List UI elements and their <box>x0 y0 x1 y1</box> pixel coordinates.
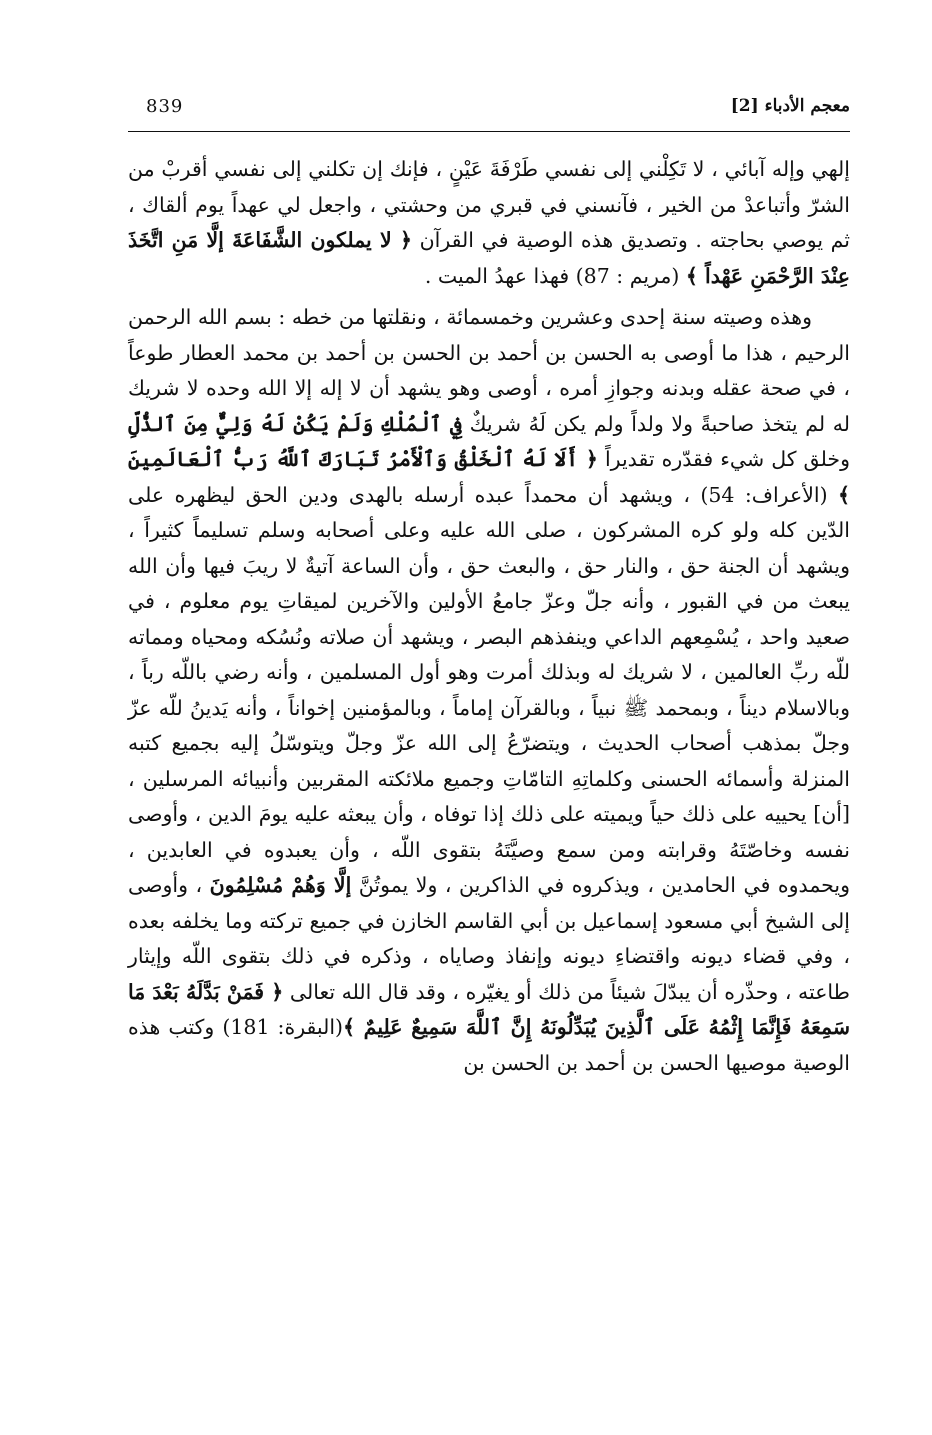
page-header <box>128 92 850 132</box>
quran-verse: ﴿ فَمَنْ بَدَّلَهُ بَعْدَ مَا سَمِعَهُ فَإِنَّمَا إِثْمُهُ عَلَى ٱلَّذِينَ يُبَدِّلُونَهُ إِنَّ ٱللَّهَ سَمِيعٌ عَلِيمٌ ﴾ <box>128 979 850 1039</box>
text-segment: وهذه وصيته سنة إحدى وعشرين وخمسمائة ، ونقلتها من خطه : بسم الله الرحمن الرحيم ، هذا ما أوصى به الحسن بن أحمد بن الحسن بن أحمد بن محمد العطار طوعاً ، في صحة عقله وبدنه وجوازِ أمره ، أوصى وهو يشهد أن لا إله إلا الله وحده لا شريك له لم يتخذ صاحبةً ولا ولداً ولم يكن لَهُ شريكٌ <box>128 305 851 436</box>
text-segment: (البقرة: 181) وكتب هذه الوصية موصيها الحسن بن أحمد بن الحسن بن <box>128 1015 850 1075</box>
quran-verse: فِي ٱلْمُلْكِ وَلَمْ يَكُنْ لَهُ وَلِيٌّ مِنَ ٱلذُّلِّ <box>128 411 462 436</box>
header-rule <box>128 131 850 132</box>
text-segment: وخلق كل شيء فقدّره تقديراً <box>597 447 851 471</box>
body-text <box>128 152 850 1081</box>
text-segment: (الأعراف: 54) ، ويشهد أن محمداً عبده أرسله بالهدى ودين الحق ليظهره على الدّين كله ولو كره المشركون ، صلى الله عليه وعلى أصحابه وسلم تسليماً كثيراً ، ويشهد أن الجنة حق ، والنار حق ، والبعث حق ، وأن الساعة آتيةٌ لا ريبَ فيها وأن الله يبعث من في القبور ، وأنه جلّ وعزّ جامعُ الأولين والآخرين لميقاتِ يوم معلوم ، في صعيد واحد ، يُسْمِعهم الداعي وينفذهم البصر ، ويشهد أن صلاته ونُسُكه ومحياه ومماته للّه ربِّ العالمين ، لا شريك له وبذلك أمرت وهو أول المسلمين ، وأنه رضي باللّه رباً ، وبالاسلام ديناً ، وبمحمد ﷺ نبياً ، وبالقرآن إماماً ، وبالمؤمنين إخواناً ، وأنه يَدينُ للّه عزّ وجلّ بمذهب أصحاب الحديث ، ويتضرّعُ إلى الله عزّ وجلّ ويتوسّلُ إليه بجميع كتبه المنزلة وأسمائه الحسنى وكلماتِهِ التامّاتِ وجميع ملائكته المقربين وأنبيائه المرسلين ، [أن] يحييه على ذلك حياً ويميته على ذلك إذا توفاه ، وأن يبعثه عليه يومَ الدين ، وأوصى نفسه وخاصّتَهُ وقرابته ومن سمع وصيَّتَهُ بتقوى اللّه ، وأن يعبدوه في العابدين ، ويحمدوه في الحامدين ، ويذكروه في الذاكرين ، ولا يموتُنَّ <box>128 482 851 897</box>
text-segment: (مريم : 87) فهذا عهدُ الميت . <box>424 263 686 288</box>
text-segment: إلهي وإله آبائي ، لا تَكِلْني إلى نفسي طَرْفَةَ عَيْنٍ ، فإنك إن تكلني إلى نفسي أقربْ من الشرّ وأتباعدْ من الخير ، فآنسني في قبري من وحشتي ، واجعل لي عهداً يوم ألقاك ، ثم يوصي بحاجته . وتصديق هذه الوصية في القرآن <box>128 157 851 252</box>
paragraph <box>128 300 850 1081</box>
running-title: معجم الأدباء [2] <box>730 96 850 116</box>
paragraph <box>128 152 850 294</box>
page-number: 839 <box>146 96 184 117</box>
quran-verse: إلَّا وَهُمْ مُسْلِمُونَ <box>209 873 352 897</box>
quran-verse: ﴿ لا يملكون الشَّفَاعَةَ إلَّا مَنِ اتَّخَذَ عِنْدَ الرَّحْمَنِ عَهْداً ﴾ <box>128 228 850 288</box>
quran-verse: ﴿ أَلَا لَهُ ٱلْخَلْقُ وَٱلْأَمْرُ تَبَارَكَ ٱللَّهُ رَبُّ ٱلْعَالَمِينَ ﴾ <box>128 447 850 507</box>
text-segment: ، وأوصى إلى الشيخ أبي مسعود إسماعيل بن أبي القاسم الخازن في جميع تركته وما يخلفه بعده ، وفي قضاء ديونه واقتضاءِ ديونه وإنفاذ وصاياه ، وذكره في ذلك بتقوى اللّه وإيثار طاعته ، وحذّره أن يبدّلَ شيئاً من ذلك أو يغيّره ، وقد قال الله تعالى <box>128 873 850 1004</box>
